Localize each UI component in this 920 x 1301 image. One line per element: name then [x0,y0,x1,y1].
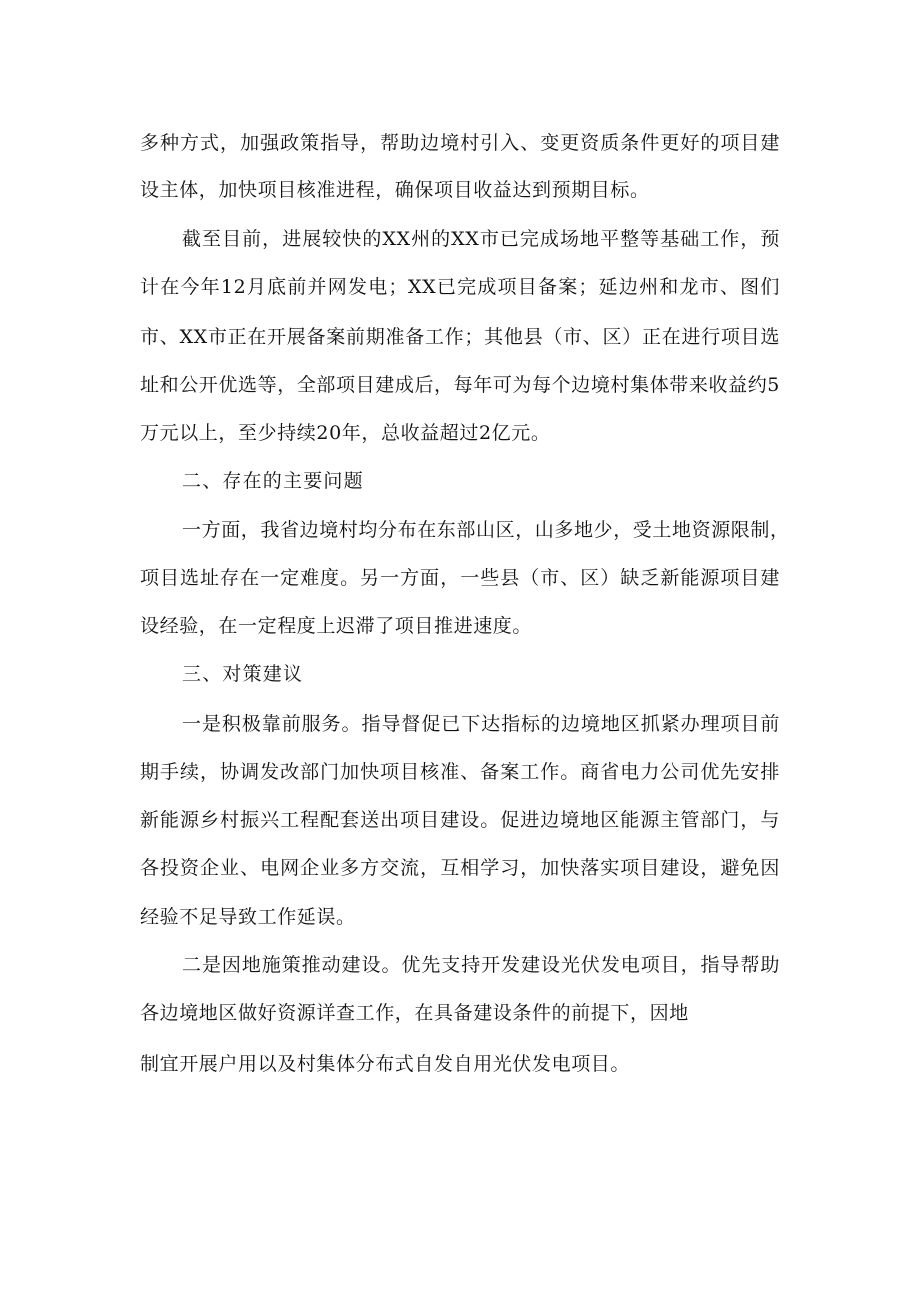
paragraph-line: 一是积极靠前服务。指导督促已下达指标的边境地区抓紧办理项目前 [182,713,780,735]
paragraph-line: 制宜开展户用以及村集体分布式自发自用光伏发电项目。 [140,1053,631,1075]
paragraph-line: 二是因地施策推动建设。优先支持开发建设光伏发电项目，指导帮助 [182,954,780,976]
paragraph-line: 经验不足导致工作延误。 [140,906,356,928]
paragraph-line: 项目选址存在一定难度。另一方面，一些县（市、区）缺乏新能源项目建 [140,567,780,589]
section-heading: 三、对策建议 [182,663,304,685]
paragraph-line: 截至目前，进展较快的XX州的XX市已完成场地平整等基础工作，预 [182,228,780,250]
paragraph-line: 多种方式，加强政策指导，帮助边境村引入、变更资质条件更好的项目建 [140,132,780,154]
section-heading: 二、存在的主要问题 [182,470,364,492]
paragraph-line: 各投资企业、电网企业多方交流，互相学习，加快落实项目建设，避免因 [140,857,780,879]
paragraph-line: 市、XX市正在开展备案前期准备工作；其他县（市、区）正在进行项目选 [140,326,780,348]
paragraph-line: 一方面，我省边境村均分布在东部山区，山多地少，受土地资源限制， [182,519,790,541]
paragraph-line: 各边境地区做好资源详查工作，在具备建设条件的前提下，因地 [140,1002,689,1024]
paragraph-line: 期手续，协调发改部门加快项目核准、备案工作。商省电力公司优先安排 [140,761,780,783]
paragraph-line: 设主体，加快项目核准进程，确保项目收益达到预期目标。 [140,179,650,201]
paragraph-line: 计在今年12月底前并网发电；XX已完成项目备案；延边州和龙市、图们 [140,276,780,298]
paragraph-line: 新能源乡村振兴工程配套送出项目建设。促进边境地区能源主管部门，与 [140,809,780,831]
paragraph-line: 万元以上，至少持续20年，总收益超过2亿元。 [140,422,551,444]
paragraph-line: 址和公开优选等，全部项目建成后，每年可为每个边境村集体带来收益约5 [140,374,780,396]
paragraph-line: 设经验，在一定程度上迟滞了项目推进速度。 [140,615,533,637]
